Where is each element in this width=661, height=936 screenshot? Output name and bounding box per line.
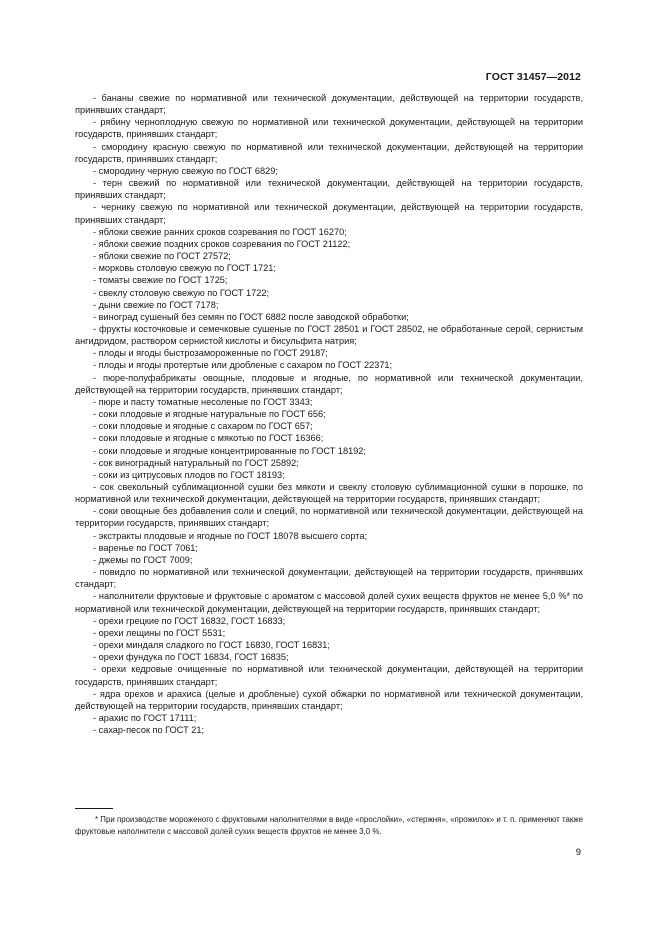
list-item: - орехи кедровые очищенные по нормативной или технической документации, действующей на территории государств, принявших стандарт; xyxy=(75,664,583,687)
list-item: - терн свежий по нормативной или технической документации, действующей на территории государств, принявших стандарт; xyxy=(75,178,583,201)
list-item: - соки овощные без добавления соли и специй, по нормативной или технической документации, действующей на территории государств, принявших стандарт; xyxy=(75,506,583,529)
list-item: - соки из цитрусовых плодов по ГОСТ 18193; xyxy=(93,469,285,480)
list-item: - виноград сушеный без семян по ГОСТ 6882 после заводской обработки; xyxy=(93,311,409,322)
list-item: - фрукты косточковые и семечковые сушеные по ГОСТ 28501 и ГОСТ 28502, не обработанные серой, сернистым ангидридом, раствором сернистой кислоты и бисульфита натрия; xyxy=(75,323,583,347)
list-item: - соки плодовые и ягодные с сахаром по ГОСТ 657; xyxy=(93,421,313,432)
list-item: - сок свекольный сублимационной сушки без мякоти и свеклу столовую сублимационной сушки в порошке, по нормативной или технической документации, действующей на территории государств, принявших стандарт; xyxy=(75,482,583,505)
list-item: - морковь столовую свежую по ГОСТ 1721; xyxy=(93,263,276,274)
list-item: - плоды и ягоды протертые или дробленые с сахаром по ГОСТ 22371; xyxy=(93,360,393,371)
list-item: - яблоки свежие по ГОСТ 27572; xyxy=(93,251,231,262)
list-item: - дыни свежие по ГОСТ 7178; xyxy=(93,299,219,310)
list-item: - ядра орехов и арахиса (целые и дробленые) сухой обжарки по нормативной или технической документации, действующей на территории государств, принявших стандарт; xyxy=(75,688,583,711)
page-number: 9 xyxy=(575,847,581,858)
footnote-separator xyxy=(75,808,113,809)
list-item: - пюре и пасту томатные несоленые по ГОСТ 3343; xyxy=(93,396,313,407)
list-item: - смородину черную свежую по ГОСТ 6829; xyxy=(93,165,278,176)
list-item: - наполнители фруктовые и фруктовые с ароматом с массовой долей сухих веществ фруктов не менее 5,0 %* по нормативной или технической документации, действующей на территории государств, принявших стандарт; xyxy=(75,591,583,614)
document-body xyxy=(75,92,583,736)
list-item: - орехи фундука по ГОСТ 16834, ГОСТ 16835; xyxy=(93,652,289,663)
list-item: - смородину красную свежую по нормативной или технической документации, действующей на территории государств, принявших стандарт; xyxy=(75,141,583,164)
footnote: * При производстве мороженого с фруктовыми наполнителями в виде «прослойки», «стержня», «прожилок» и т. п. применяют также фруктовые наполнители с массовой долей сухих веществ фруктов не менее 3,0 %. xyxy=(75,815,583,836)
list-item: - соки плодовые и ягодные натуральные по ГОСТ 656; xyxy=(93,409,326,420)
list-item: - повидло по нормативной или технической документации, действующей на территории государств, принявших стандарт; xyxy=(75,567,583,590)
list-item: - соки плодовые и ягодные с мякотью по ГОСТ 16366; xyxy=(93,433,324,444)
list-item: - орехи миндаля сладкого по ГОСТ 16830, ГОСТ 16831; xyxy=(93,640,330,651)
document-header: ГОСТ 31457—2012 xyxy=(485,71,581,83)
list-item: - плоды и ягоды быстрозамороженные по ГОСТ 29187; xyxy=(93,348,328,359)
list-item: - арахис по ГОСТ 17111; xyxy=(93,712,197,723)
list-item: - экстракты плодовые и ягодные по ГОСТ 18078 высшего сорта; xyxy=(93,530,367,541)
list-item: - орехи грецкие по ГОСТ 16832, ГОСТ 16833; xyxy=(93,615,286,626)
list-item: - рябину черноплодную свежую по нормативной или технической документации, действующей на территории государств, принявших стандарт; xyxy=(75,117,583,140)
list-item: - сахар-песок по ГОСТ 21; xyxy=(93,725,205,736)
list-item: - томаты свежие по ГОСТ 1725; xyxy=(93,275,228,286)
list-item: - сок виноградный натуральный по ГОСТ 25892; xyxy=(93,457,299,468)
list-item: - орехи лещины по ГОСТ 5531; xyxy=(93,627,226,638)
list-item: - варенье по ГОСТ 7061; xyxy=(93,542,198,553)
list-item: - свеклу столовую свежую по ГОСТ 1722; xyxy=(93,287,270,298)
list-item: - джемы по ГОСТ 7009; xyxy=(93,554,193,565)
list-item: - яблоки свежие поздних сроков созревания по ГОСТ 21122; xyxy=(93,238,351,249)
list-item: - бананы свежие по нормативной или технической документации, действующей на территории государств, принявших стандарт; xyxy=(75,93,583,116)
list-item: - соки плодовые и ягодные концентрированные по ГОСТ 18192; xyxy=(93,445,366,456)
list-item: - пюре-полуфабрикаты овощные, плодовые и ягодные, по нормативной или технической документации, действующей на территории государств, принявших стандарт; xyxy=(75,372,583,395)
list-item: - яблоки свежие ранних сроков созревания по ГОСТ 16270; xyxy=(93,226,347,237)
list-item: - чернику свежую по нормативной или технической документации, действующей на территории государств, принявших стандарт; xyxy=(75,202,583,225)
